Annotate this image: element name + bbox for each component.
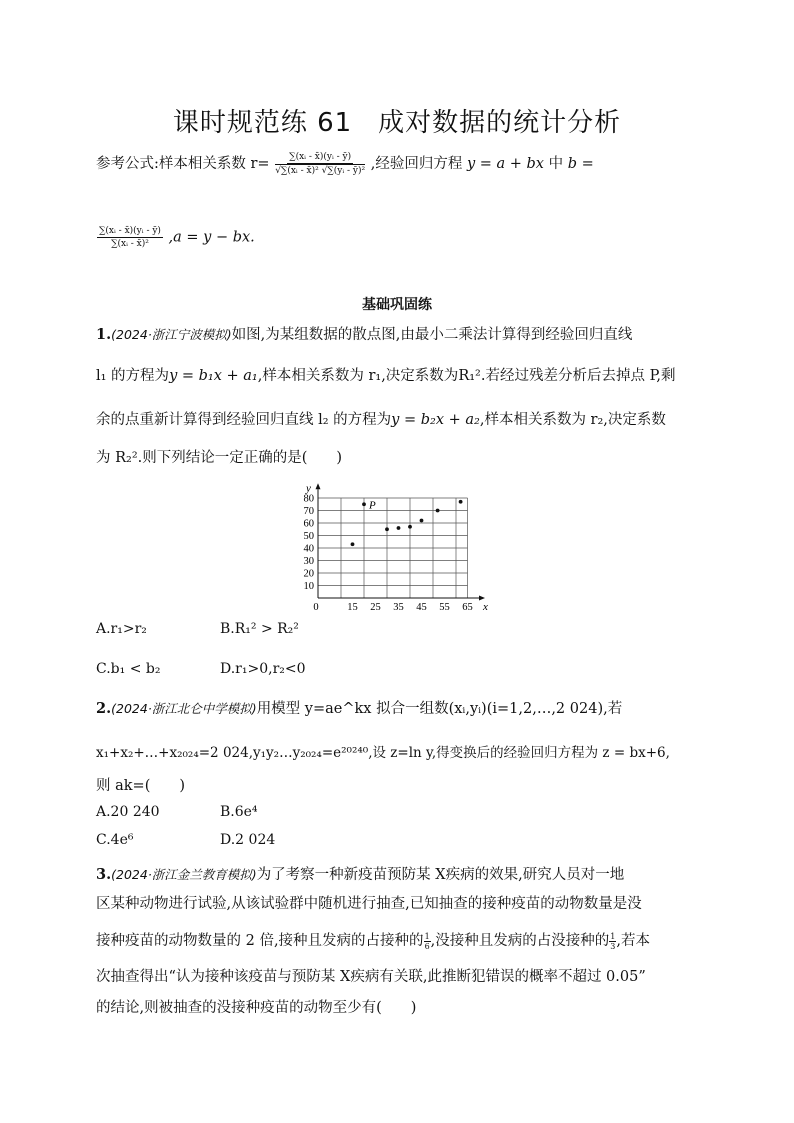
q1-text-1: 如图,为某组数据的散点图,由最小二乘法计算得到经验回归直线 [231, 327, 633, 343]
b-numerator: ∑(xᵢ - x̄)(yᵢ - ȳ) [99, 226, 161, 236]
q3-frac1-num: 1 [424, 931, 430, 941]
y-tick-label: 20 [303, 568, 314, 580]
data-point [420, 519, 424, 523]
q1-eq-2: y = b₂x + a₂ [391, 412, 480, 428]
data-point-p [362, 502, 366, 506]
data-point [397, 526, 401, 530]
q2-line-2 [96, 741, 670, 761]
q3-frac2-num: 1 [610, 931, 616, 941]
q2-line-3 [96, 774, 185, 795]
scatter-chart [286, 474, 506, 614]
q3-line-5 [96, 996, 416, 1017]
y-tick-label: 30 [303, 556, 314, 567]
q1-text-2a: l₁ 的方程为 [96, 368, 170, 384]
q2-source: (2024·浙江北仑中学模拟) [111, 701, 257, 716]
q1-option-c[interactable]: C.b₁ < b₂ [96, 661, 161, 677]
formula-intro: 参考公式:样本相关系数 r= [96, 156, 270, 172]
y-tick-label: 40 [303, 543, 314, 555]
a-equation: ,a = y − bx. [168, 229, 255, 246]
formula-line-1 [96, 152, 594, 176]
q2-line-1 [96, 697, 622, 718]
q3-frac2-den: 3 [610, 941, 616, 951]
b-equals: b = [567, 156, 594, 172]
section-title: 基础巩固练 [362, 297, 432, 313]
formula-zhong: 中 [548, 156, 564, 172]
q3-line-2 [96, 892, 642, 913]
x-tick-label: 65 [462, 602, 473, 613]
r-denominator: √∑(xᵢ - x̄)² √∑(yᵢ - ȳ)² [275, 166, 366, 176]
q3-text-3c: ,若本 [616, 933, 650, 949]
q1-text-2b: ,样本相关系数为 r₁,决定系数为 [257, 368, 459, 384]
q1-line-4 [96, 446, 342, 467]
y-tick-label: 10 [303, 581, 314, 592]
q1-number: 1. [96, 326, 112, 343]
q3-line-1 [96, 863, 624, 884]
data-point [408, 525, 412, 529]
x-tick-label: 55 [439, 602, 450, 613]
y-axis-arrow [316, 483, 321, 489]
q1-line-2 [96, 364, 676, 385]
q1-line-1 [96, 323, 632, 344]
x-tick-label: 35 [393, 602, 404, 613]
point-label-p: P [369, 499, 376, 512]
y-axis-label: y [306, 482, 311, 495]
data-point [351, 542, 355, 546]
q1-text-3b: ,样本相关系数为 r₂,决定系数 [479, 412, 666, 428]
x-axis-label: x [483, 601, 488, 613]
q3-frac1-den: 6 [424, 941, 430, 951]
q3-fraction-1 [424, 932, 431, 951]
q2-text-2: x₁+x₂+…+x₂₀₂₄=2 024,y₁y₂…y₂₀₂₄=e²⁰²⁴⁰,设 z=ln y,得变换后的经验回归方程为 z = bx+6, [96, 745, 670, 761]
x-tick-label: 0 [313, 602, 319, 613]
data-point [385, 527, 389, 531]
y-tick-label: 70 [303, 506, 314, 517]
y-tick-label: 50 [303, 531, 314, 542]
regression-equation: y = a + bx [466, 156, 544, 172]
q3-source: (2024·浙江金兰教育模拟) [111, 867, 257, 882]
q2-text-3: 则 ak=( ) [96, 778, 186, 794]
q3-text-4: 次抽查得出“认为接种该疫苗与预防某 X疾病有关联,此推断犯错误的概率不超过 0.05” [96, 969, 646, 985]
y-tick-label: 80 [303, 493, 314, 505]
q3-text-5: 的结论,则被抽查的没接种疫苗的动物至少有( ) [96, 1000, 417, 1016]
formula-line-2 [96, 226, 255, 249]
formula-mid: ,经验回归方程 [370, 156, 463, 172]
q3-text-1: 为了考察一种新疫苗预防某 X疾病的效果,研究人员对一地 [256, 867, 625, 883]
q1-eq-1: y = b₁x + a₁ [169, 368, 258, 384]
q1-option-b[interactable]: B.R₁² > R₂² [220, 621, 299, 637]
q2-option-b[interactable]: B.6e⁴ [220, 804, 258, 820]
q1-option-a[interactable]: A.r₁>r₂ [96, 621, 147, 637]
x-tick-label: 45 [416, 602, 427, 613]
q1-line-3 [96, 408, 666, 429]
r-numerator: ∑(xᵢ - x̄)(yᵢ - ȳ) [289, 152, 352, 162]
q2-option-d[interactable]: D.2 024 [220, 832, 276, 848]
b-fraction [97, 226, 163, 249]
x-axis-arrow [479, 596, 485, 601]
q1-text-4: 为 R₂².则下列结论一定正确的是( ) [96, 450, 343, 466]
b-denominator: ∑(xᵢ - x̄)² [111, 239, 149, 249]
q3-number: 3. [96, 866, 112, 883]
q2-number: 2. [96, 700, 112, 717]
y-tick-label: 60 [303, 518, 314, 530]
q1-source: (2024·浙江宁波模拟) [111, 327, 232, 342]
q2-option-a[interactable]: A.20 240 [96, 804, 160, 820]
q2-option-c[interactable]: C.4e⁶ [96, 832, 134, 848]
r-fraction [275, 152, 365, 176]
q2-text-1: 用模型 y=ae^kx 拟合一组数(xᵢ,yᵢ)(i=1,2,…,2 024),若 [256, 701, 623, 717]
q1-text-3a: 余的点重新计算得到经验回归直线 l₂ 的方程为 [96, 412, 392, 428]
data-point [436, 509, 440, 513]
q3-line-3 [96, 929, 650, 951]
q3-line-4 [96, 965, 646, 986]
q1-option-d[interactable]: D.r₁>0,r₂<0 [220, 661, 306, 677]
q3-text-2: 区某种动物进行试验,从该试验群中随机进行抽查,已知抽查的接种疫苗的动物数量是没 [96, 896, 642, 912]
data-point [459, 500, 463, 504]
title-part1: 课时规范练 61 [172, 108, 353, 138]
q3-text-3b: ,没接种且发病的占没接种的 [430, 933, 610, 949]
q1-text-2c: R₁².若经过残差分析后去掉点 P,剩 [458, 368, 676, 384]
title-part2: 成对数据的统计分析 [378, 108, 622, 138]
x-tick-label: 15 [347, 602, 358, 613]
page-title [0, 102, 794, 139]
q3-text-3a: 接种疫苗的动物数量的 2 倍,接种且发病的占接种的 [96, 933, 424, 949]
x-tick-label: 25 [370, 602, 381, 613]
